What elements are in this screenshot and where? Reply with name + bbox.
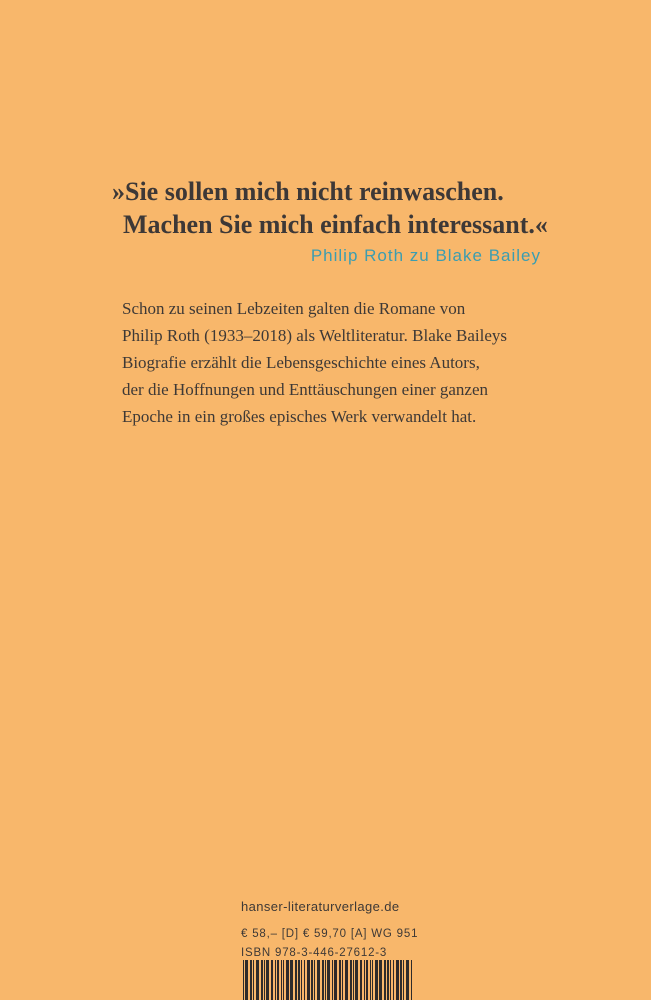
book-description	[122, 295, 552, 430]
pull-quote	[112, 175, 552, 241]
description-line: der die Hoffnungen und Enttäuschungen einer ganzen	[122, 380, 489, 399]
isbn-barcode	[241, 960, 414, 1000]
description-line: Philip Roth (1933–2018) als Weltliteratur. Blake Baileys	[122, 326, 508, 345]
quote-attribution: Philip Roth zu Blake Bailey	[310, 246, 541, 265]
quote-line-1: »Sie sollen mich nicht reinwaschen.	[112, 177, 504, 206]
isbn-number: ISBN 978-3-446-27612-3	[241, 947, 388, 959]
price-line: € 58,– [D] € 59,70 [A] WG 951	[241, 928, 419, 940]
publisher-footer	[241, 898, 419, 963]
description-line: Epoche in ein großes episches Werk verwandelt hat.	[122, 407, 477, 426]
quote-line-2: Machen Sie mich einfach interessant.«	[123, 210, 548, 239]
description-line: Biografie erzählt die Lebensgeschichte eines Autors,	[122, 353, 480, 372]
description-line: Schon zu seinen Lebzeiten galten die Romane von	[122, 299, 466, 318]
publisher-website: hanser-literaturverlage.de	[241, 899, 400, 914]
